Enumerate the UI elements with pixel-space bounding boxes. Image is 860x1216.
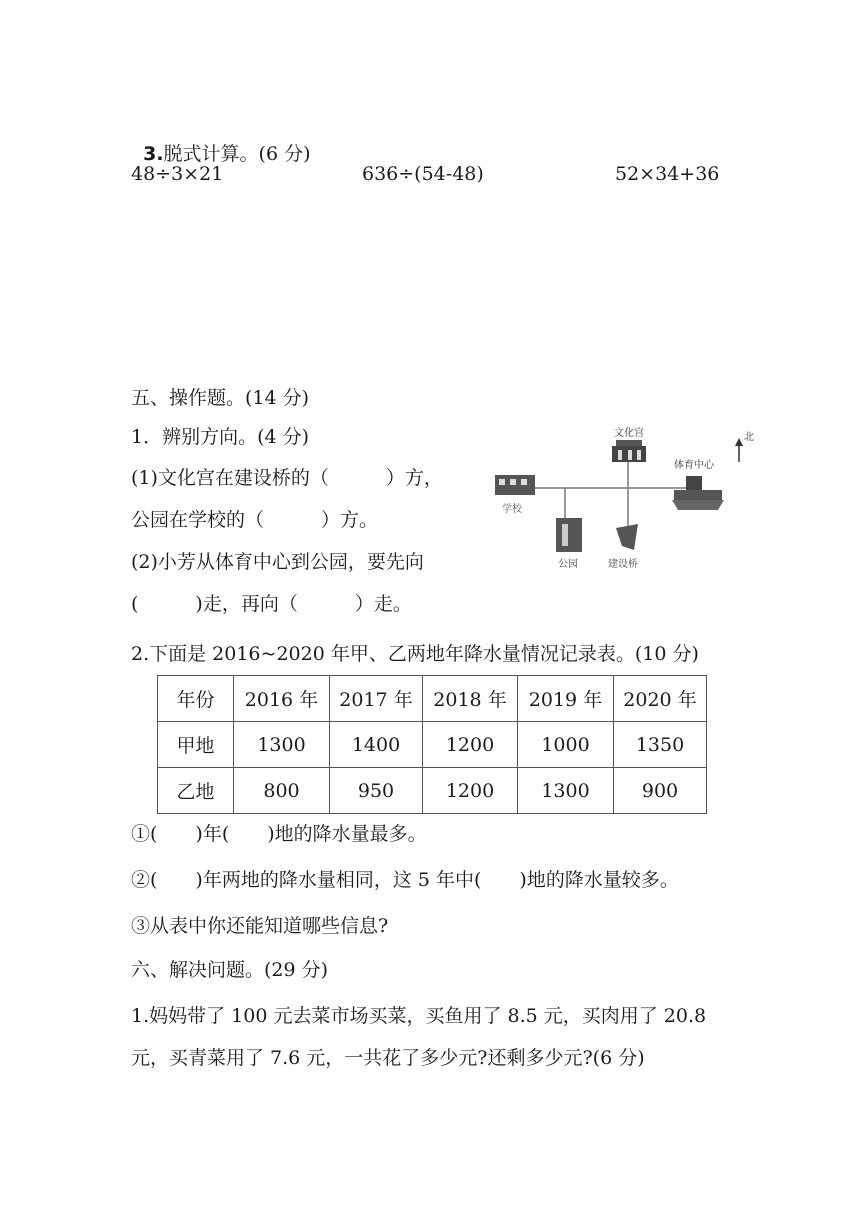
direction-map [488, 420, 758, 580]
section6-title: 六、解决问题。(29 分) [131, 959, 329, 981]
rainfall-table [157, 675, 707, 814]
expression-3: 52×34+36 [615, 163, 720, 185]
q1-line-4: ( )走，再向（ ）走。 [131, 593, 412, 615]
q2-part-c: ③从表中你还能知道哪些信息? [131, 915, 389, 937]
table-cell: 2016 年 [234, 676, 330, 722]
table-cell: 乙地 [158, 768, 234, 814]
park-icon [556, 518, 582, 552]
culture-palace-label: 文化宫 [614, 428, 644, 439]
table-cell: 1200 [423, 768, 518, 814]
s6-q1-line-2: 元，买青菜用了 7.6 元，一共花了多少元?还剩多少元?(6 分) [131, 1047, 645, 1069]
table-cell: 800 [234, 768, 330, 814]
table-header-row [158, 676, 707, 722]
s6-q1-line-1: 1.妈妈带了 100 元去菜市场买菜，买鱼用了 8.5 元，买肉用了 20.8 [131, 1005, 707, 1027]
table-cell: 年份 [158, 676, 234, 722]
table-cell: 2019 年 [518, 676, 614, 722]
school-icon [495, 475, 535, 495]
table-cell: 1200 [423, 722, 518, 768]
q1-title: 1．辨别方向。(4 分) [131, 426, 310, 448]
table-cell: 甲地 [158, 722, 234, 768]
table-row [158, 768, 707, 814]
culture-palace-icon [612, 440, 646, 462]
north-label: 北 [744, 432, 754, 443]
table-cell: 2020 年 [614, 676, 707, 722]
q1-line-2: 公园在学校的（ ）方。 [131, 509, 379, 531]
section5-title: 五、操作题。(14 分) [131, 387, 310, 409]
section3-title-text: 脱式计算。(6 分) [163, 143, 311, 165]
expression-2: 636÷(54-48) [362, 163, 484, 185]
table-row [158, 722, 707, 768]
sports-center-icon [672, 476, 724, 510]
school-label: 学校 [502, 504, 522, 515]
table-cell: 1350 [614, 722, 707, 768]
table-cell: 900 [614, 768, 707, 814]
q1-line-3: (2)小芳从体育中心到公园，要先向 [131, 551, 424, 573]
section3-number: 3. [143, 143, 164, 165]
q1-line-1: (1)文化宫在建设桥的（ ）方， [131, 467, 443, 489]
bridge-label: 建设桥 [608, 559, 638, 570]
q2-part-a: ①( )年( )地的降水量最多。 [131, 823, 427, 845]
table-cell: 1300 [234, 722, 330, 768]
table-cell: 1400 [330, 722, 423, 768]
park-label: 公园 [558, 559, 578, 570]
sports-center-label: 体育中心 [674, 460, 714, 471]
table-cell: 2018 年 [423, 676, 518, 722]
expression-1: 48÷3×21 [131, 163, 224, 185]
section3-title [131, 118, 311, 166]
north-arrow-icon [735, 438, 743, 462]
q2-part-b: ②( )年两地的降水量相同，这 5 年中( )地的降水量较多。 [131, 869, 679, 891]
table-cell: 1000 [518, 722, 614, 768]
table-cell: 1300 [518, 768, 614, 814]
table-cell: 950 [330, 768, 423, 814]
table-cell: 2017 年 [330, 676, 423, 722]
q2-title: 2.下面是 2016~2020 年甲、乙两地年降水量情况记录表。(10 分) [131, 643, 699, 665]
bridge-icon [616, 524, 638, 550]
